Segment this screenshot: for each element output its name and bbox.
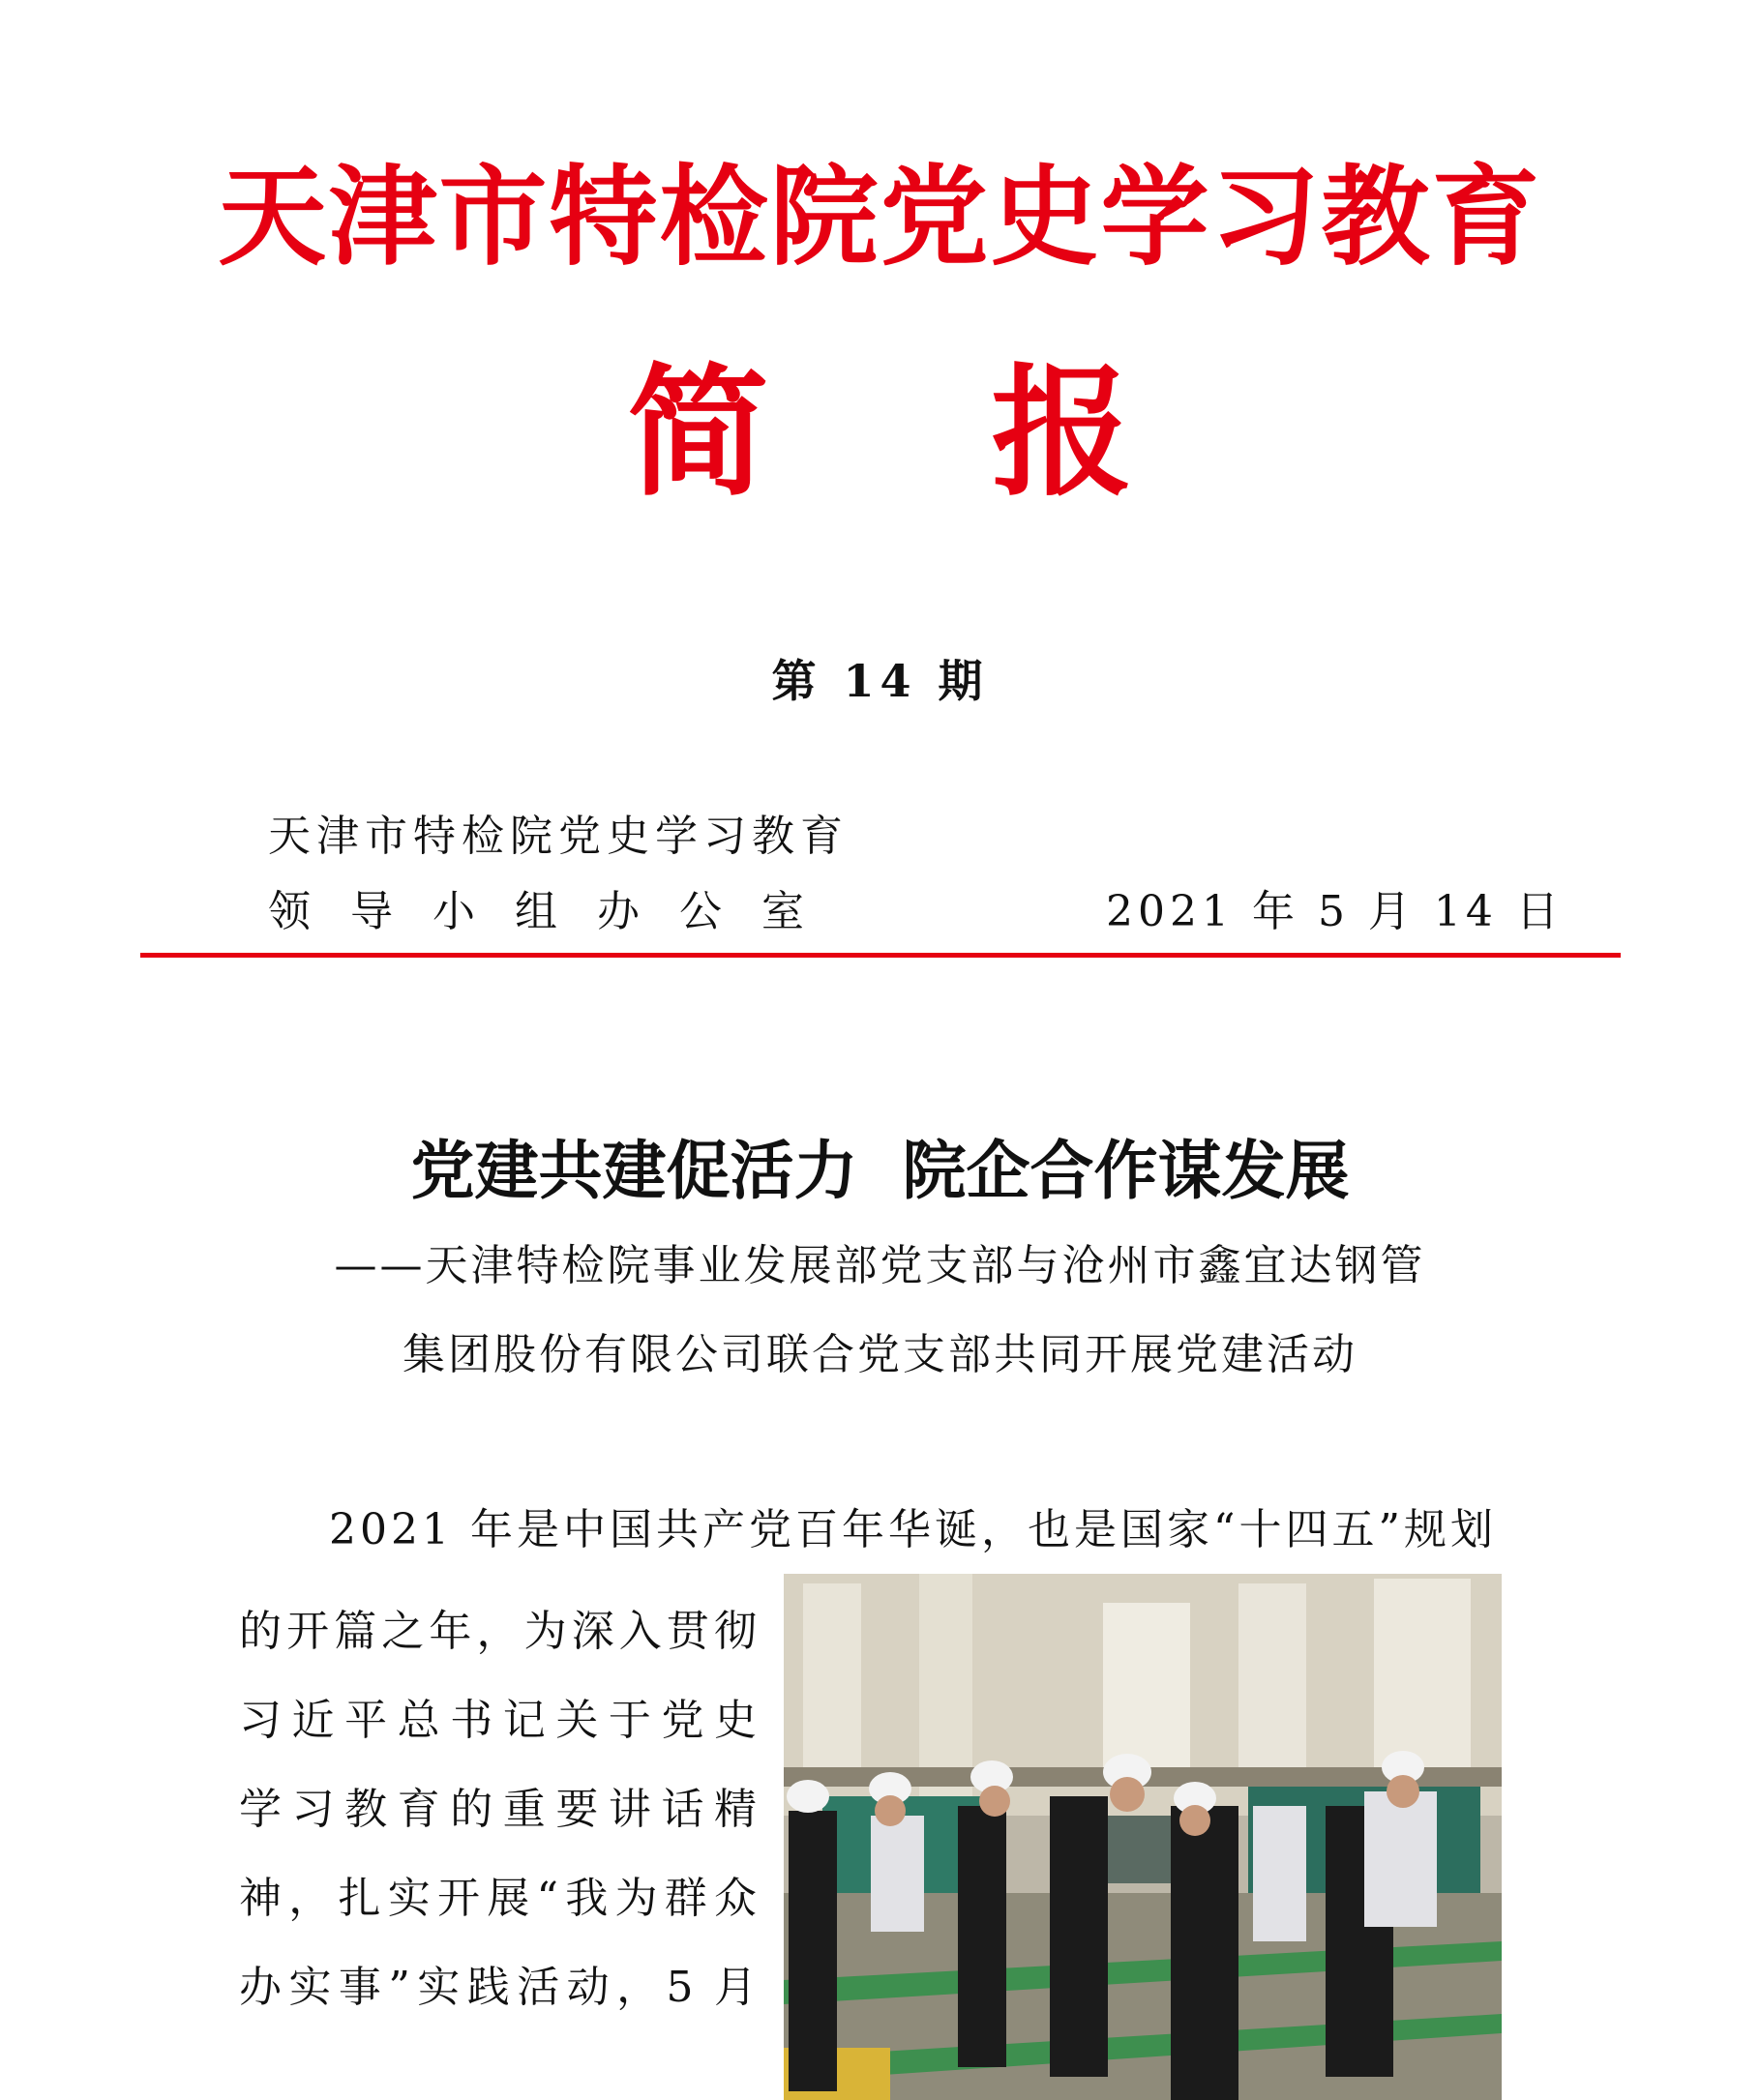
body-line: 神，扎实开展“我为群众 — [239, 1874, 757, 1923]
article-title: 党建共建促活力 院企合作谋发展 — [410, 1133, 1350, 1208]
subtitle-char-right: 报 — [991, 350, 1133, 516]
article-body-column — [239, 1587, 757, 2032]
issue-number: 第 14 期 — [771, 655, 989, 707]
article-lead-line: 2021 年是中国共产党百年华诞，也是国家“十四五”规划 — [329, 1505, 1497, 1554]
subtitle-char-left: 简 — [627, 350, 769, 516]
article-subtitle-line-2: 集团股份有限公司联合党支部共同开展党建活动 — [403, 1330, 1357, 1379]
issuer-line-1: 天津市特检院党史学习教育 — [268, 812, 849, 861]
body-line: 办实事”实践活动，5 月 — [239, 1963, 757, 2012]
bulletin-title: 天津市特检院党史学习教育 — [218, 154, 1542, 281]
body-line: 的开篇之年，为深入贯彻 — [239, 1607, 757, 1656]
article-subtitle-line-1: ——天津特检院事业发展部党支部与沧州市鑫宜达钢管 — [334, 1241, 1426, 1290]
body-line: 学习教育的重要讲话精 — [239, 1785, 757, 1834]
issuer-line-2: 领导小组办公室 — [268, 887, 844, 936]
body-line: 习近平总书记关于党史 — [239, 1696, 757, 1745]
issue-date: 2021 年 5 月 14 日 — [1106, 887, 1564, 936]
bulletin-subtitle — [0, 350, 1760, 516]
factory-visit-photo — [784, 1574, 1502, 2100]
header-divider — [140, 953, 1621, 958]
